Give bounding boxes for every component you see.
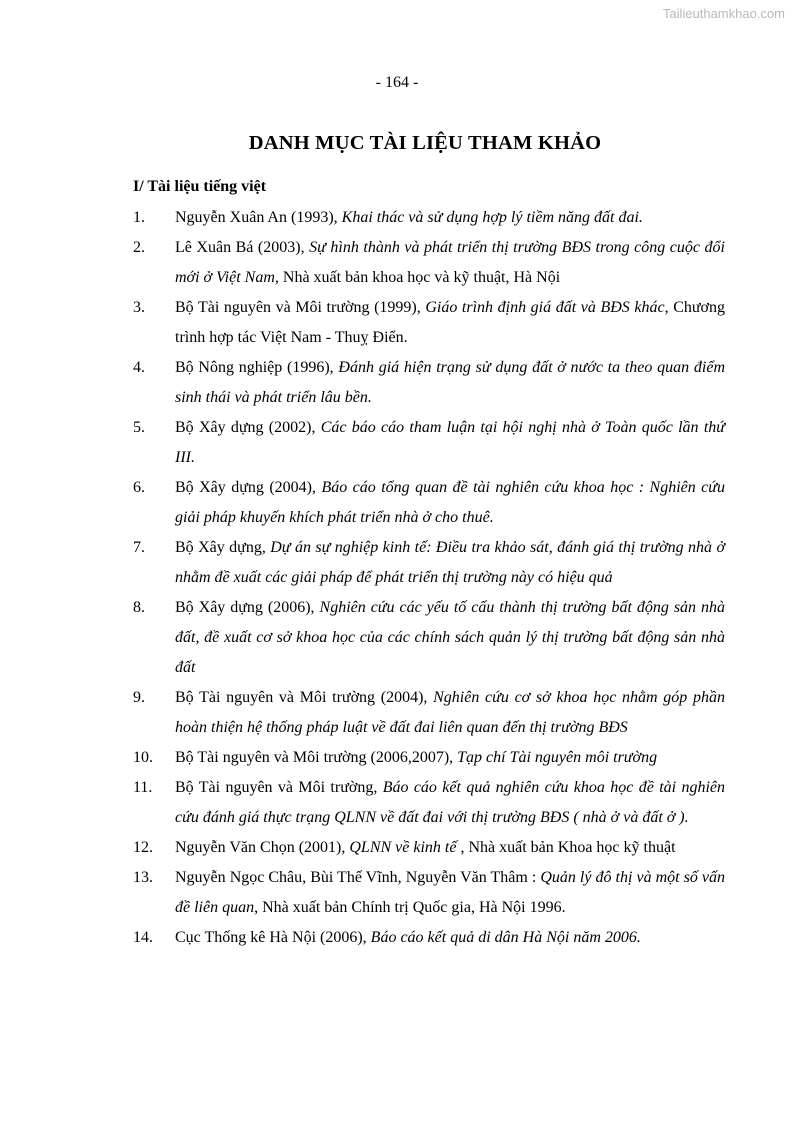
reference-item	[133, 533, 725, 593]
reference-title: Nghiên cứu cơ sở khoa học nhằm góp phần hoàn thiện hệ thống pháp luật về đất đai liên quan đến thị trường BĐS	[175, 689, 725, 736]
reference-segment: Bộ Xây dựng (2004),	[175, 479, 322, 496]
reference-title: Quản lý đô thị và một số vấn đề liên quan	[175, 869, 726, 916]
reference-title: Sự hình thành và phát triển thị trường BĐS trong công cuộc đổi mới ở Việt Nam	[175, 239, 725, 286]
reference-segment: Bộ Xây dựng,	[175, 539, 271, 556]
reference-item	[133, 833, 725, 863]
reference-title: Báo cáo kết quả di dân Hà Nội năm 2006.	[370, 929, 641, 946]
reference-title: Khai thác và sử dụng hợp lý tiềm năng đất đai.	[341, 209, 643, 226]
reference-item	[133, 293, 725, 353]
reference-number: 12.	[133, 839, 153, 856]
reference-segment: , Nhà xuất bản Khoa học kỹ thuật	[456, 839, 676, 856]
reference-text	[175, 473, 725, 533]
reference-segment: , Chương trình hợp tác Việt Nam - Thuỵ Điển.	[175, 299, 725, 346]
reference-segment: Bộ Tài nguyên và Môi trường (2004),	[175, 689, 434, 706]
reference-item	[133, 203, 725, 233]
reference-number: 14.	[133, 929, 153, 946]
reference-segment: Bộ Nông nghiệp (1996),	[175, 359, 339, 376]
reference-text	[175, 863, 725, 923]
reference-segment: , Nhà xuất bản khoa học và kỹ thuật, Hà Nội	[274, 269, 561, 286]
reference-segment: Nguyễn Văn Chọn (2001),	[175, 839, 350, 856]
reference-title: Tạp chí Tài nguyên môi trường	[457, 749, 658, 766]
reference-item	[133, 773, 725, 833]
reference-item	[133, 353, 725, 413]
reference-item	[133, 413, 725, 473]
reference-segment: Bộ Tài nguyên và Môi trường (2006,2007),	[175, 749, 458, 766]
reference-number: 10.	[133, 749, 153, 766]
reference-list	[133, 203, 725, 953]
reference-number: 5.	[133, 419, 145, 436]
reference-segment: Cục Thống kê Hà Nội (2006),	[175, 929, 371, 946]
section-heading: I/ Tài liệu tiếng việt	[133, 178, 267, 195]
reference-number: 1.	[133, 209, 145, 226]
reference-item	[133, 743, 725, 773]
reference-title: Báo cáo kết quả nghiên cứu khoa học đề tài nghiên cứu đánh giá thực trạng QLNN về đất đai với thị trường BĐS ( nhà ở và đất ở ).	[175, 779, 725, 826]
reference-title: Các báo cáo tham luận tại hội nghị nhà ở Toàn quốc lần thứ III.	[175, 419, 726, 466]
reference-text	[175, 833, 725, 863]
reference-item	[133, 593, 725, 683]
reference-item	[133, 233, 725, 293]
reference-text	[175, 683, 725, 743]
reference-number: 13.	[133, 869, 153, 886]
reference-title: Dự án sự nghiệp kinh tế: Điều tra khảo sát, đánh giá thị trường nhà ở nhằm đề xuất các giải pháp để phát triển thị trường này có hiệu quả	[175, 539, 726, 586]
reference-segment: Bộ Tài nguyên và Môi trường,	[175, 779, 383, 796]
reference-number: 9.	[133, 689, 145, 706]
reference-title: Báo cáo tổng quan đề tài nghiên cứu khoa học : Nghiên cứu giải pháp khuyến khích phát triển nhà ở cho thuê.	[175, 479, 726, 526]
page-number: - 164 -	[375, 74, 419, 91]
reference-item	[133, 473, 725, 533]
reference-segment: Bộ Xây dựng (2002),	[175, 419, 321, 436]
reference-number: 11.	[133, 779, 153, 796]
reference-segment: Nguyễn Xuân An (1993),	[175, 209, 342, 226]
reference-item	[133, 923, 725, 953]
reference-text	[175, 203, 725, 233]
reference-text	[175, 773, 725, 833]
reference-text	[175, 923, 725, 953]
reference-number: 6.	[133, 479, 145, 496]
reference-segment: Lê Xuân Bá (2003),	[175, 239, 310, 256]
reference-number: 7.	[133, 539, 145, 556]
page-title: DANH MỤC TÀI LIỆU THAM KHẢO	[248, 132, 602, 154]
reference-title: Nghiên cứu các yếu tố cấu thành thị trường bất động sản nhà đất, đề xuất cơ sở khoa học của các chính sách quản lý thị trường bất động sản nhà đất	[175, 599, 726, 676]
reference-segment: Bộ Tài nguyên và Môi trường (1999),	[175, 299, 426, 316]
watermark: Tailieuthamkhao.com	[662, 6, 785, 21]
reference-number: 2.	[133, 239, 145, 256]
reference-number: 4.	[133, 359, 145, 376]
reference-segment: , Nhà xuất bản Chính trị Quốc gia, Hà Nội 1996.	[254, 899, 566, 916]
reference-text	[175, 293, 725, 353]
reference-item	[133, 863, 725, 923]
reference-segment: Bộ Xây dựng (2006),	[175, 599, 320, 616]
reference-segment: Nguyễn Ngọc Châu, Bùi Thế Vĩnh, Nguyễn Văn Thâm :	[175, 869, 541, 886]
reference-text	[175, 743, 725, 773]
reference-text	[175, 353, 725, 413]
reference-text	[175, 413, 725, 473]
reference-item	[133, 683, 725, 743]
reference-title: Giáo trình định giá đất và BĐS khác	[425, 299, 665, 316]
reference-number: 3.	[133, 299, 145, 316]
reference-text	[175, 233, 725, 293]
reference-text	[175, 593, 725, 683]
reference-text	[175, 533, 725, 593]
reference-title: Đánh giá hiện trạng sử dụng đất ở nước ta theo quan điểm sinh thái và phát triển lâu bền.	[175, 359, 725, 406]
reference-number: 8.	[133, 599, 145, 616]
reference-title: QLNN về kinh tế	[349, 839, 457, 856]
